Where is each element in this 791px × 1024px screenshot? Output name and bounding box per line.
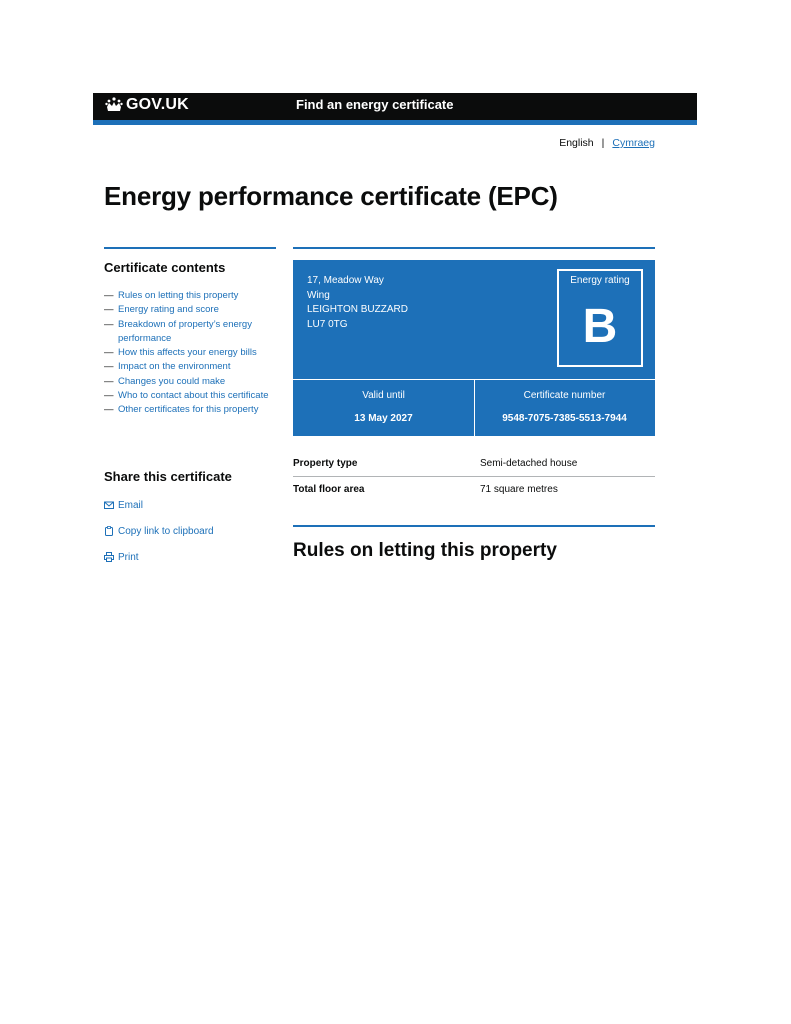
contents-item[interactable]	[104, 403, 276, 417]
contents-title: Certificate contents	[104, 260, 226, 275]
share-copy-label[interactable]: Copy link to clipboard	[118, 525, 214, 537]
section-heading: Rules on letting this property	[293, 540, 557, 561]
property-type-row	[293, 451, 655, 475]
valid-until-value: 13 May 2027	[354, 413, 413, 424]
contents-top-rule	[104, 247, 276, 249]
list-dash: —	[104, 318, 114, 330]
list-dash: —	[104, 375, 114, 387]
valid-until-cell	[293, 379, 474, 436]
contents-link[interactable]: Who to contact about this certificate	[118, 390, 269, 402]
energy-rating-box	[557, 269, 643, 367]
header-stripe	[93, 120, 697, 125]
contents-item[interactable]	[104, 303, 276, 317]
contents-link[interactable]: How this affects your energy bills	[118, 347, 257, 359]
share-copy-link[interactable]	[104, 525, 214, 537]
list-dash: —	[104, 361, 114, 373]
contents-item[interactable]	[104, 389, 276, 403]
floor-area-label: Total floor area	[293, 483, 365, 495]
contents-link[interactable]: Rules on letting this property	[118, 290, 239, 301]
certificate-number-value: 9548-7075-7385-5513-7944	[502, 413, 627, 424]
section-top-rule	[293, 525, 655, 527]
service-name[interactable]: Find an energy certificate	[296, 97, 454, 112]
share-title: Share this certificate	[104, 469, 232, 484]
certificate-number-label: Certificate number	[523, 390, 606, 401]
property-type-value: Semi-detached house	[480, 457, 578, 469]
clipboard-icon	[104, 525, 118, 537]
language-separator: |	[601, 137, 605, 149]
page-title: Energy performance certificate (EPC)	[104, 181, 558, 211]
contents-item[interactable]	[104, 360, 276, 374]
crown-icon[interactable]	[104, 95, 124, 115]
share-email-link[interactable]	[104, 499, 143, 511]
floor-area-value: 71 square metres	[480, 483, 558, 495]
contents-link[interactable]: Impact on the environment	[118, 361, 231, 373]
contents-link[interactable]: Breakdown of property’s energy performance	[118, 318, 252, 344]
property-address	[307, 274, 408, 332]
contents-item[interactable]	[104, 318, 276, 347]
contents-link[interactable]: Changes you could make	[118, 375, 226, 387]
list-dash: —	[104, 390, 114, 402]
email-icon	[104, 499, 118, 511]
language-switcher	[559, 137, 655, 149]
valid-until-label: Valid until	[362, 390, 405, 401]
list-dash: —	[104, 404, 114, 416]
share-print-label[interactable]: Print	[118, 551, 139, 563]
address-line: LEIGHTON BUZZARD	[307, 304, 408, 315]
card-top-rule	[293, 247, 655, 249]
list-dash: —	[104, 290, 114, 301]
energy-rating-label: Energy rating	[570, 275, 630, 286]
epc-summary-card	[293, 260, 655, 436]
floor-area-row	[293, 477, 655, 501]
energy-rating-letter: B	[582, 300, 618, 353]
contents-item[interactable]	[104, 289, 276, 303]
print-icon	[104, 551, 118, 563]
list-dash: —	[104, 347, 114, 359]
language-welsh-link[interactable]: Cymraeg	[612, 137, 655, 149]
address-line: 17, Meadow Way	[307, 275, 384, 286]
contents-link[interactable]: Other certificates for this property	[118, 404, 259, 416]
contents-list	[104, 289, 276, 418]
contents-item[interactable]	[104, 346, 276, 360]
share-print-link[interactable]	[104, 551, 139, 563]
address-line: LU7 0TG	[307, 318, 348, 330]
language-english: English	[559, 137, 594, 149]
certificate-number-cell	[474, 379, 655, 436]
property-type-label: Property type	[293, 457, 358, 469]
address-line: Wing	[307, 289, 330, 301]
share-email-label[interactable]: Email	[118, 499, 144, 511]
contents-link[interactable]: Energy rating and score	[118, 304, 219, 316]
contents-item[interactable]	[104, 375, 276, 389]
list-dash: —	[104, 304, 114, 316]
govuk-logo-text[interactable]: GOV.UK	[126, 96, 189, 113]
